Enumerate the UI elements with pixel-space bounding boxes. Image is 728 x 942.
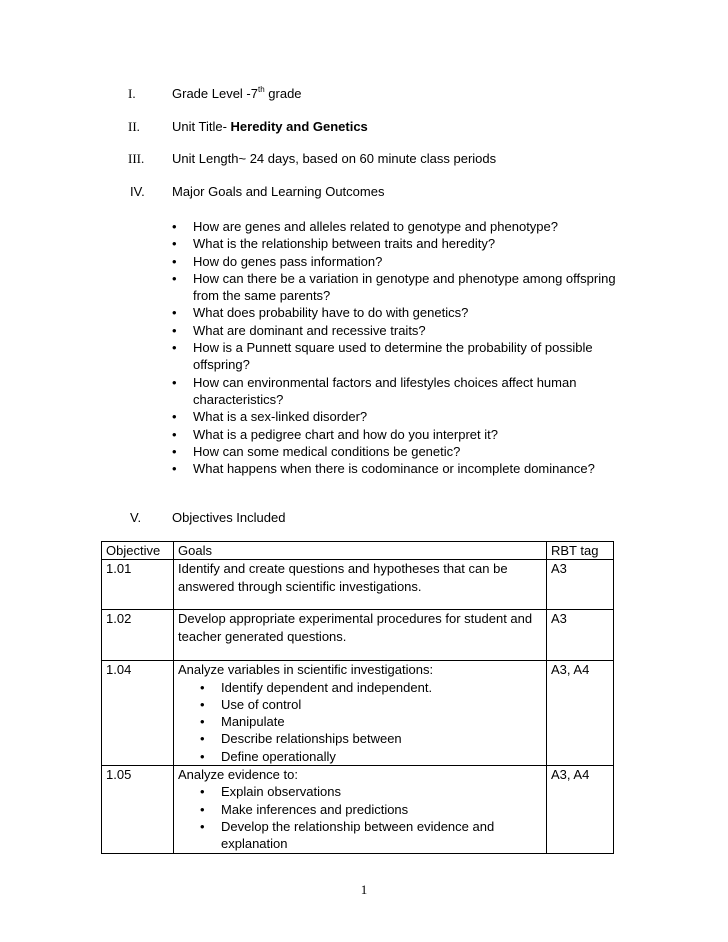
goal-cell	[174, 610, 547, 661]
goal-list-item	[172, 253, 622, 270]
goal-text: How can environmental factors and lifestyles choices affect human characteristics?	[193, 374, 577, 407]
bullet-icon: •	[172, 409, 177, 425]
goal-sub-item-text: Identify dependent and independent.	[221, 679, 433, 695]
goal-sub-item	[178, 696, 542, 713]
goal-cell	[174, 560, 547, 610]
objective-cell: 1.04	[102, 661, 174, 766]
grade-level-label: Grade Level -7	[172, 86, 258, 101]
bullet-icon: •	[172, 340, 177, 356]
bullet-icon: •	[200, 714, 205, 730]
objective-cell: 1.02	[102, 610, 174, 661]
header-objective: Objective	[102, 542, 174, 560]
bullet-icon: •	[200, 784, 205, 800]
goal-sub-item-text: Use of control	[221, 696, 302, 712]
bullet-icon: •	[172, 270, 177, 286]
rbt-tag-cell: A3	[547, 560, 614, 610]
outline-numeral: IV.	[130, 184, 145, 199]
outline-numeral: V.	[130, 510, 142, 525]
outline-item-3	[0, 149, 728, 169]
goal-text: What is a pedigree chart and how do you interpret it?	[193, 426, 498, 442]
goal-sub-item-text: Explain observations	[221, 784, 341, 800]
unit-title-label: Unit Title-	[172, 119, 231, 134]
table-row	[102, 610, 614, 661]
goal-list-item	[172, 443, 622, 460]
grade-level-text	[172, 84, 302, 104]
outline-numeral: II.	[128, 119, 140, 134]
goal-cell	[174, 661, 547, 766]
goal-text: How can some medical conditions be genetic?	[193, 443, 461, 459]
goal-cell-text: Analyze evidence to:	[178, 767, 298, 783]
bullet-icon: •	[172, 426, 177, 442]
table-row	[102, 661, 614, 766]
bullet-icon: •	[200, 731, 205, 747]
goal-text: What is a sex-linked disorder?	[193, 409, 368, 425]
goal-text: How can there be a variation in genotype and phenotype among offspring from the same parents?	[193, 270, 616, 304]
bullet-icon: •	[200, 748, 205, 764]
objectives-heading: Objectives Included	[172, 510, 286, 525]
goal-cell-text: Analyze variables in scientific investigations:	[178, 662, 434, 678]
goal-list-item	[172, 218, 622, 235]
objectives-table	[101, 541, 614, 854]
goal-list-item	[172, 304, 622, 321]
goal-sub-item	[178, 679, 542, 696]
major-goals-heading: Major Goals and Learning Outcomes	[172, 184, 385, 199]
bullet-icon: •	[172, 374, 177, 390]
goal-sub-item	[178, 748, 542, 765]
goal-sub-item	[178, 801, 542, 818]
bullet-icon: •	[172, 322, 177, 338]
unit-title-value: Heredity and Genetics	[230, 119, 368, 134]
outline-item-5	[0, 508, 728, 528]
outline-item-1	[0, 84, 728, 104]
goal-sub-list	[178, 783, 542, 852]
bullet-icon: •	[172, 253, 177, 269]
goal-list-item	[172, 460, 622, 477]
goal-list-item	[172, 235, 622, 252]
goal-list-item	[172, 426, 622, 443]
rbt-tag-cell: A3, A4	[547, 661, 614, 766]
bullet-icon: •	[172, 305, 177, 321]
goal-cell-text: Develop appropriate experimental procedures for student and teacher generated questions.	[178, 611, 533, 644]
goal-list-item	[172, 374, 622, 409]
goal-sub-item-text: Manipulate	[221, 714, 285, 730]
objective-cell: 1.01	[102, 560, 174, 610]
bullet-icon: •	[172, 219, 177, 234]
goal-cell-text: Identify and create questions and hypotheses that can be answered through scientific investigations.	[178, 561, 508, 594]
goal-text: How is a Punnett square used to determine the probability of possible offspring?	[193, 340, 593, 373]
goal-list-item	[172, 339, 622, 374]
goal-text: How do genes pass information?	[193, 253, 383, 269]
goal-sub-item-text: Make inferences and predictions	[221, 801, 409, 817]
outline-numeral: III.	[128, 151, 145, 166]
bullet-icon: •	[172, 236, 177, 252]
goal-text: What are dominant and recessive traits?	[193, 322, 426, 338]
goal-sub-item	[178, 713, 542, 730]
goal-text: What is the relationship between traits and heredity?	[193, 236, 496, 252]
bullet-icon: •	[200, 801, 205, 817]
goal-sub-list	[178, 679, 542, 765]
outline-numeral: I.	[128, 86, 136, 101]
goals-list	[172, 218, 622, 477]
outline-item-2	[0, 117, 728, 137]
grade-level-superscript: th	[258, 84, 265, 94]
goal-cell	[174, 766, 547, 853]
bullet-icon: •	[200, 818, 205, 834]
goal-sub-item-text: Describe relationships between	[221, 731, 402, 747]
page-number: 1	[360, 882, 368, 897]
objective-cell: 1.05	[102, 766, 174, 853]
bullet-icon: •	[172, 461, 177, 477]
table-row	[102, 766, 614, 853]
header-rbt-tag: RBT tag	[547, 542, 614, 560]
table-header-row	[102, 542, 614, 560]
grade-level-suffix: grade	[264, 86, 302, 101]
bullet-icon: •	[172, 443, 177, 459]
rbt-tag-cell: A3, A4	[547, 766, 614, 853]
goal-list-item	[172, 322, 622, 339]
unit-length-text: Unit Length~ 24 days, based on 60 minute class periods	[172, 151, 497, 166]
outline-item-4	[0, 182, 728, 202]
goal-list-item	[172, 408, 622, 425]
goal-sub-item	[178, 818, 542, 853]
bullet-icon: •	[200, 679, 205, 695]
header-goals: Goals	[174, 542, 547, 560]
goal-sub-item	[178, 783, 542, 800]
goal-sub-item	[178, 730, 542, 747]
goal-text: What does probability have to do with genetics?	[193, 305, 469, 321]
goal-list-item	[172, 270, 622, 305]
goal-sub-item-text: Develop the relationship between evidence and explanation	[221, 818, 495, 852]
goal-text: What happens when there is codominance or incomplete dominance?	[193, 461, 595, 477]
unit-title-text	[172, 117, 368, 137]
goal-text: How are genes and alleles related to genotype and phenotype?	[193, 219, 558, 234]
table-row	[102, 560, 614, 610]
goal-sub-item-text: Define operationally	[221, 748, 336, 764]
bullet-icon: •	[200, 696, 205, 712]
rbt-tag-cell: A3	[547, 610, 614, 661]
